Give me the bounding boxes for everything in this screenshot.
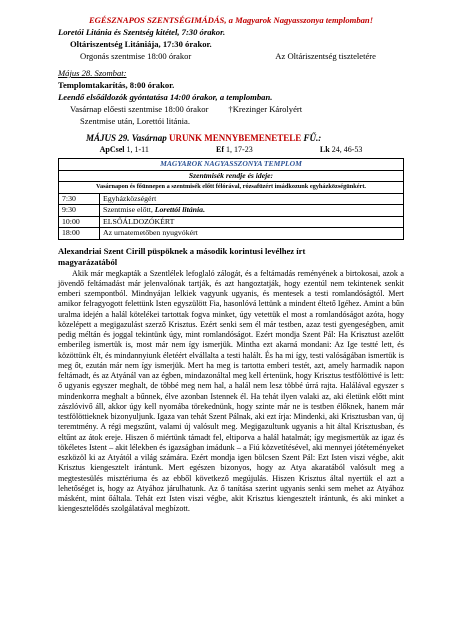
mass-schedule-table bbox=[58, 158, 404, 240]
bulletin-page bbox=[58, 14, 404, 515]
reading-acts: ApCsel 1, 1-11 bbox=[99, 145, 149, 154]
sunday-date: MÁJUS 29. Vasárnap bbox=[86, 133, 167, 143]
litany-evening: Oltáriszentség Litániája, 17:30 órakor. bbox=[70, 39, 212, 49]
confession-notice: Leendő elsőáldozók gyóntatása 14:00 órakor, a templomban. bbox=[58, 92, 273, 102]
mass-intention: Az Oltáriszentség tiszteletére bbox=[275, 51, 376, 61]
reading-paragraph: Akik már megkapták a Szentlélek lefoglaló zálogát, és a feltámadás reményének a birtokosai, azok a jövendő feltámadást már jelenvalónak tartják, és azt hangoztatják, hogy ezentúl nem tekintenek senkit emberi szempontból. Mindnyájan lelkiek vagyunk ugyanis, és mentesek a testi romlandóságtól. Mert amikor felragyogott felettünk Isten egyszülött Fia, hasonlóvá lettünk a mindent éltető Igéhez. Amint a bűn uralma idején a halál kötelékei tartottak fogva minket, úgy vetettük el most a romlandóságot azóta, hogy közelépett a megigazulást szerző Krisztus. Ezért senki sem él már testben, azaz testi gyengeségben, amit pedig méltán és joggal tekintünk úgy, mint romlandóságot. Ezért mondja Szent Pál: Ha Krisztust azelőtt emberileg ismertük is, most már nem így ismerjük. Mintha ezt akarná mondani: Az Ige testté lett, és közöttünk élt, és mindannyiunk életéért elvállalta a testi halált. És ha mi így, testi valóságában ismertük is meg őt, ezután már nem így ismerjük. Mert ha meg is tartotta emberi testét, azt, amely harmadik napon feltámadt, és az Atyánál van az égben, mindazonáltal meg kell értenünk, hogy Krisztus testfölöttivé is lett: ő ugyanis egyszer meghalt, de többé meg nem hal, a halál nem lesz többé úrrá rajta. Halálával egyszer s mindenkorra meghalt a bűnnek, élve azonban Istennek él. Ha tehát ilyen valaki az, aki életünk előtt mint zászlóvivő áll, akkor úgy kell nyomába törekednünk, hogy szinte már ne is testben élőknek, hanem már testfölöttieknek bizonyuljunk. Igaza van tehát Szent Pálnak, aki ezt írja: Mindenki, aki Krisztusban van, új teremtmény. A régi megszűnt, valami új valósult meg. Megigazultunk ugyanis a hit által Krisztusban, és eltűnt az átok ereje. Hiszen ő miértünk támadt fel, eltiporva a halál hatalmát; így megismertük az igaz és tökéletes Istent – akit lélekben és igazságban imádunk – a Fiú közvetítésével, aki mennyei jótéteményeket eszközöl ki az Atyától a világ számára. Ezért mondja igen bölcsen Szent Pál: Ezt Isten viszi végbe, akit Krisztus kiengesztelt irántunk. Mert egészen bizonyos, hogy az Atya akaratából valósult meg a megtestesülés misztériuma és az ebből következő megújulás. Hiszen Krisztus által nyertük el azt a lehetőséget is, hogy az Atyához járulhatunk. Az ő tanítása szerint ugyanis senki sem mehet az Atyához másként, mint őáltala. Tehát ezt Isten viszi végbe, akit Krisztus kiengesztelt irántunk, és aki minket a kiengesztelődés szolgálatával megbízott. bbox=[58, 268, 404, 514]
schedule-church: MAGYAROK NAGYASSZONYA TEMPLOM bbox=[59, 159, 404, 171]
mass-time: Orgonás szentmise 18:00 órakor bbox=[80, 51, 192, 61]
vigil-mass-line bbox=[58, 103, 404, 115]
adoration-banner: EGÉSZNAPOS SZENTSÉGIMÁDÁS, a Magyarok Nagyasszonya templomban! bbox=[88, 15, 374, 25]
schedule-title-row bbox=[59, 170, 404, 182]
schedule-title: Szentmisék rendje és ideje: bbox=[59, 170, 404, 182]
schedule-time: 7:30 bbox=[59, 193, 100, 205]
schedule-time: 18:00 bbox=[59, 228, 100, 240]
reading-luke: Lk 24, 46-53 bbox=[319, 145, 363, 154]
vigil-litany: Szentmise után, Lorettói litánia. bbox=[80, 116, 191, 126]
vigil-intention: †Krezinger Károlyért bbox=[228, 104, 303, 114]
mass-line bbox=[58, 50, 404, 62]
schedule-note-row bbox=[59, 182, 404, 194]
saturday-date: Május 28. Szombat: bbox=[58, 68, 127, 78]
reading-ephesians: Ef 1, 17-23 bbox=[216, 145, 253, 154]
vigil-mass: Vasárnap előesti szentmise 18:00 órakor bbox=[70, 104, 209, 114]
table-row bbox=[59, 216, 404, 228]
schedule-intention: Szentmise előtt, Lorettói litánia. bbox=[100, 205, 404, 217]
schedule-note: Vasárnapon és főünnepen a szentmisék előtt félórával, rózsafüzért imádkozunk egyházközségünkért. bbox=[59, 182, 404, 194]
schedule-intention: Az urnatemetőben nyugvókért bbox=[100, 228, 404, 240]
schedule-time: 10:00 bbox=[59, 216, 100, 228]
table-row bbox=[59, 228, 404, 240]
sunday-heading bbox=[58, 132, 404, 144]
litany-morning: Loretói Litánia és Szentség kitétel, 7:30 órakor. bbox=[58, 27, 226, 37]
table-row bbox=[59, 193, 404, 205]
reading-title bbox=[58, 246, 404, 268]
schedule-time: 9:30 bbox=[59, 205, 100, 217]
table-row bbox=[59, 205, 404, 217]
readings-line bbox=[58, 144, 404, 156]
schedule-church-row bbox=[59, 159, 404, 171]
schedule-intention: ELSŐÁLDOZÓKÉRT bbox=[100, 216, 404, 228]
church-cleaning: Templomtakarítás, 8:00 órakor. bbox=[58, 80, 175, 90]
reading-body bbox=[58, 269, 404, 515]
sunday-feast: URUNK MENNYBEMENETELE bbox=[169, 133, 302, 143]
sunday-suffix: FŰ.: bbox=[303, 133, 322, 143]
reading-title-line2: magyarázatából bbox=[58, 256, 118, 267]
schedule-intention: Egyházközségért bbox=[100, 193, 404, 205]
reading-title-line1: Alexandriai Szent Cirill püspöknek a második korintusi levélhez írt bbox=[58, 245, 306, 256]
